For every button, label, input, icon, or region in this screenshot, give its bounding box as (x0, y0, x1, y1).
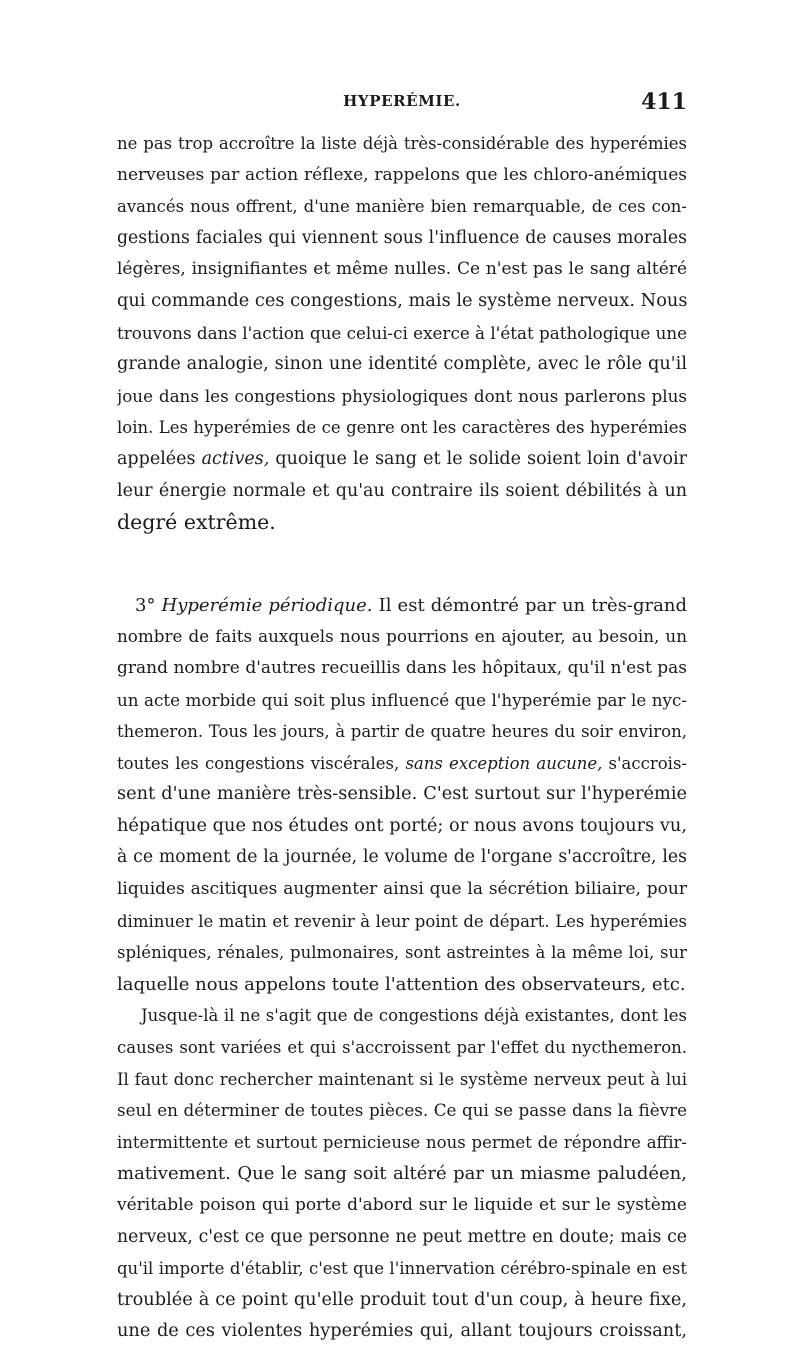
text-line: loin. Les hyperémies de ce genre ont les caractères des hyperémies (117, 418, 687, 438)
text-line: degré extrême. (117, 510, 276, 535)
text-line: themeron. Tous les jours, à partir de quatre heures du soir environ, (117, 722, 687, 742)
text-line: grande analogie, sinon une identité complète, avec le rôle qu'il (117, 354, 687, 375)
text-line: à ce moment de la journée, le volume de l'organe s'accroître, les (117, 847, 687, 868)
italic-run: actives, (201, 448, 270, 469)
text-line: mativement. Que le sang soit altéré par un miasme paludéen, (117, 1163, 687, 1185)
text-run: toutes les congestions viscérales, (117, 753, 406, 773)
text-line: troublée à ce point qu'elle produit tout d'un coup, à heure fixe, (117, 1289, 687, 1310)
text-line: joue dans les congestions physiologiques dont nous parlerons plus (117, 385, 687, 406)
text-run: s'accrois- (602, 753, 687, 773)
text-line: seul en déterminer de toutes pièces. Ce qui se passe dans la fièvre (117, 1100, 687, 1121)
paragraph (117, 128, 687, 539)
italic-run: Hyperémie périodique. (161, 594, 373, 616)
paragraph-gap (117, 539, 687, 590)
text-line: hépatique que nos études ont porté; or nous avons toujours vu, (117, 815, 687, 836)
paragraph (117, 590, 687, 1001)
text-line: qui commande ces congestions, mais le système nerveux. Nous (117, 290, 687, 311)
text-run: appelées (117, 448, 202, 469)
text-line: Il faut donc rechercher maintenant si le système nerveux peut à lui (117, 1069, 687, 1089)
text-line: nerveuses par action réflexe, rappelons que les chloro-anémiques (117, 164, 687, 185)
page-number: 411 (641, 89, 687, 115)
text-line: leur énergie normale et qu'au contraire ils soient débilités à un (117, 480, 687, 501)
text-run: Il est démontré par un très-grand (372, 594, 687, 616)
text-line: gestions faciales qui viennent sous l'influence de causes morales (117, 227, 687, 248)
text-run: 3° (135, 594, 162, 616)
text-line: intermittente et surtout pernicieuse nous permet de répondre affir- (117, 1132, 687, 1152)
text-line: Jusque-là il ne s'agit que de congestions déjà existantes, dont les (141, 1006, 687, 1026)
text-line: diminuer le matin et revenir à leur point de départ. Les hyperémies (117, 911, 687, 931)
text-line: une de ces violentes hyperémies qui, allant toujours croissant, (117, 1321, 687, 1342)
paragraph (117, 1000, 687, 1348)
text-line: spléniques, rénales, pulmonaires, sont astreintes à la même loi, sur (117, 943, 687, 963)
text-line: avancés nous offrent, d'une manière bien remarquable, de ces con- (117, 197, 687, 217)
text-run: quoique le sang et le solide soient loin d'avoir (269, 448, 687, 469)
text-line: nombre de faits auxquels nous pourrions en ajouter, au besoin, un (117, 626, 687, 647)
text-line: qu'il importe d'établir, c'est que l'innervation cérébro-spinale en est (117, 1259, 687, 1279)
text-line (117, 590, 687, 622)
running-head (117, 89, 687, 120)
text-line: un acte morbide qui soit plus influencé que l'hyperémie par le nyc- (117, 689, 687, 710)
text-line: nerveux, c'est ce que personne ne peut mettre en doute; mais ce (117, 1226, 687, 1247)
text-line: sent d'une manière très-sensible. C'est surtout sur l'hyperémie (117, 784, 687, 805)
text-line: ne pas trop accroître la liste déjà très-considérable des hyperémies (117, 134, 687, 153)
italic-run: sans exception aucune, (405, 753, 603, 773)
text-line: grand nombre d'autres recueillis dans les hôpitaux, qu'il n'est pas (117, 657, 687, 678)
text-line: véritable poison qui porte d'abord sur le liquide et sur le système (117, 1195, 687, 1215)
text-line: liquides ascitiques augmenter ainsi que la sécrétion biliaire, pour (117, 879, 687, 900)
text-line: causes sont variées et qui s'accroissent par l'effet du nycthemeron. (117, 1038, 687, 1058)
text-line: légères, insignifiantes et même nulles. Ce n'est pas le sang altéré (117, 259, 687, 280)
text-line (117, 444, 687, 476)
text-line (117, 748, 687, 780)
body-text (117, 128, 687, 1348)
running-title: HYPERÉMIE. (343, 92, 461, 110)
text-line: laquelle nous appelons toute l'attention des observateurs, etc. (117, 973, 686, 995)
text-line: trouvons dans l'action que celui-ci exerce à l'état pathologique une (117, 322, 687, 343)
